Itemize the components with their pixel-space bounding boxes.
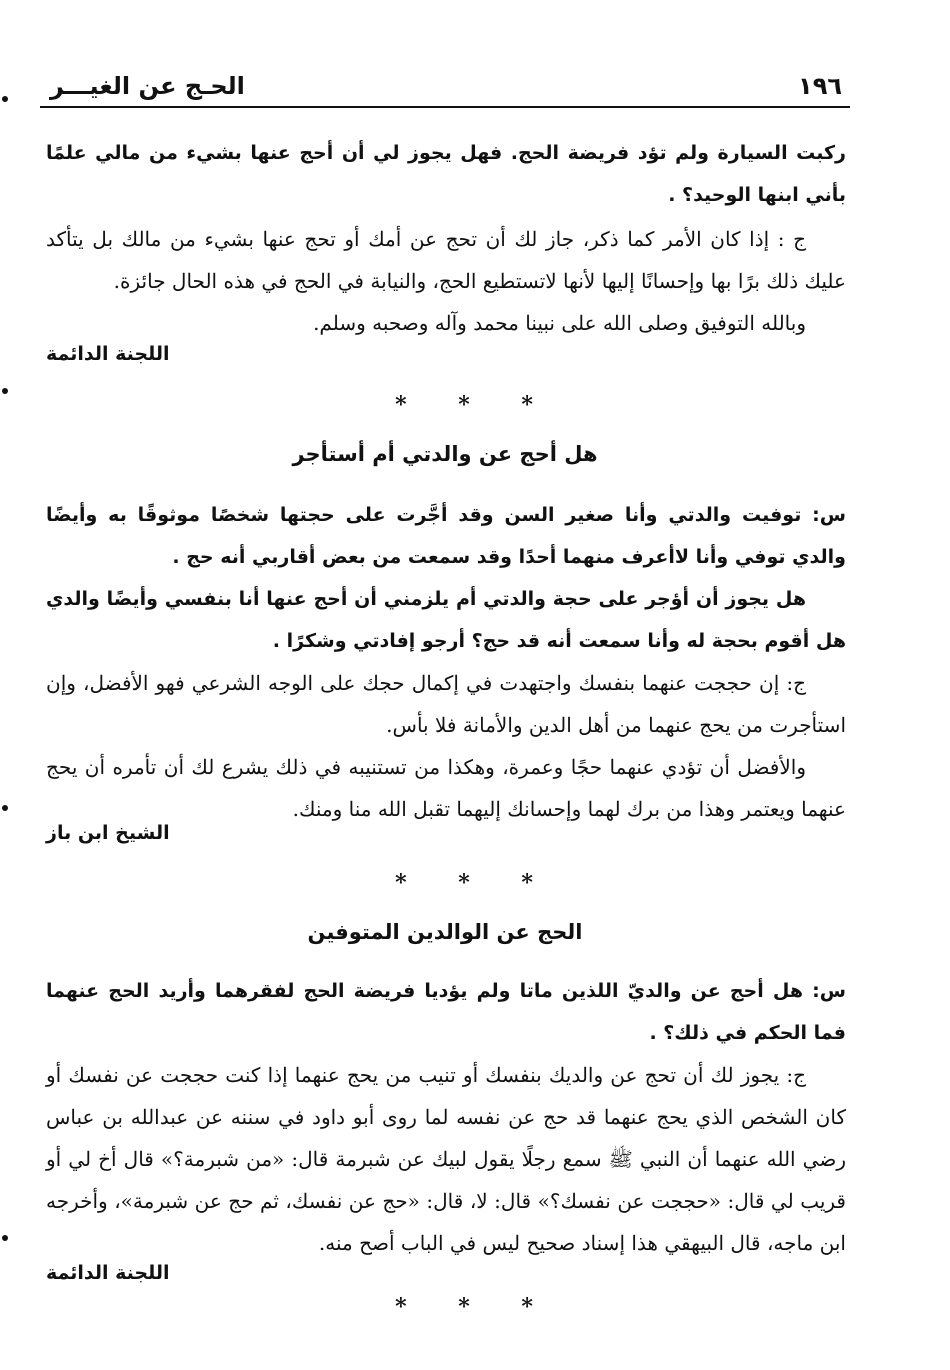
margin-mark: [2, 1235, 8, 1241]
section-separator: * * *: [395, 392, 555, 418]
page-number: ١٩٦: [798, 72, 842, 100]
question-text: س: هل أحج عن والديّ اللذين ماتا ولم يؤديا فريضة الحج لفقرهما وأريد الحج عنهما فما الحكم في ذلك؟ .: [46, 980, 846, 1044]
question-text: س: توفيت والدتي وأنا صغير السن وقد أجَّرت على حجتها شخصًا موثوقًا به وأيضًا والدي توفي وأنا لاأعرف منهما أحدًا وقد سمعت من بعض أقاربي أنه حج .: [46, 504, 846, 568]
section-separator: * * *: [395, 870, 555, 896]
section-title: الحج عن الوالدين المتوفين: [307, 920, 583, 944]
answer-text-2: والأفضل أن تؤدي عنهما حجًا وعمرة، وهكذا من تستنيبه في ذلك يشرع لك أن تأمره أن يحج عنهما ويعتمر وهذا من برك لهما وإحسانك إليهما تقبل الله منا ومنك.: [46, 755, 846, 821]
question-text-2: هل يجوز أن أؤجر على حجة والدتي أم يلزمني أن أحج عنها أنا بنفسي وأيضًا والدي هل أقوم بحجة له وأنا سمعت أنه قد حج؟ أرجو إفادتي وشكرًا .: [46, 588, 846, 652]
signature: الشيخ ابن باز: [46, 822, 170, 844]
section-title: هل أحج عن والدتي أم أستأجر: [292, 442, 598, 466]
page-header: [40, 70, 850, 108]
question-continuation: ركبت السيارة ولم تؤد فريضة الحج. فهل يجوز لي أن أحج عنها بشيء من مالي علمًا بأني ابنها الوحيد؟ .: [46, 142, 846, 206]
answer-text: ج : إذا كان الأمر كما ذكر، جاز لك أن تحج عن أمك أو تحج عنها بشيء من مالك بل يتأكد عليك ذلك برًا بها وإحسانًا إليها لأنها لاتستطيع الحج، والنيابة في الحج في هذه الحال جائزة.: [46, 227, 846, 293]
margin-mark: [2, 96, 8, 102]
running-title: الحـج عن الغيـــر: [50, 72, 245, 100]
margin-mark: [2, 805, 8, 811]
answer-text: ج: إن حججت عنهما بنفسك واجتهدت في إكمال حجك على الوجه الشرعي فهو الأفضل، وإن استأجرت من يحج عنهما من أهل الدين والأمانة فلا بأس.: [46, 671, 846, 737]
closing-text: وبالله التوفيق وصلى الله على نبينا محمد وآله وصحبه وسلم.: [313, 311, 806, 335]
answer-text: ج: يجوز لك أن تحج عن والديك بنفسك أو تنيب من يحج عنهما إذا كنت حججت عن نفسك أو كان الشخص الذي يحج عنهما قد حج عن نفسه لما روى أبو داود في سننه عن عبدالله بن عباس رضي الله عنهما أن النبي ﷺ سمع رجلًا يقول لبيك عن شبرمة قال: «من شبرمة؟» قال أخ لي أو قريب لي قال: «حججت عن نفسك؟» قال: لا، قال: «حج عن نفسك، ثم حج عن شبرمة»، وأخرجه ابن ماجه، قال البيهقي هذا إسناد صحيح ليس في الباب أصح منه.: [46, 1063, 846, 1255]
section-separator: * * *: [395, 1294, 555, 1320]
margin-mark: [2, 388, 8, 394]
signature: اللجنة الدائمة: [46, 343, 170, 365]
signature: اللجنة الدائمة: [46, 1262, 170, 1284]
